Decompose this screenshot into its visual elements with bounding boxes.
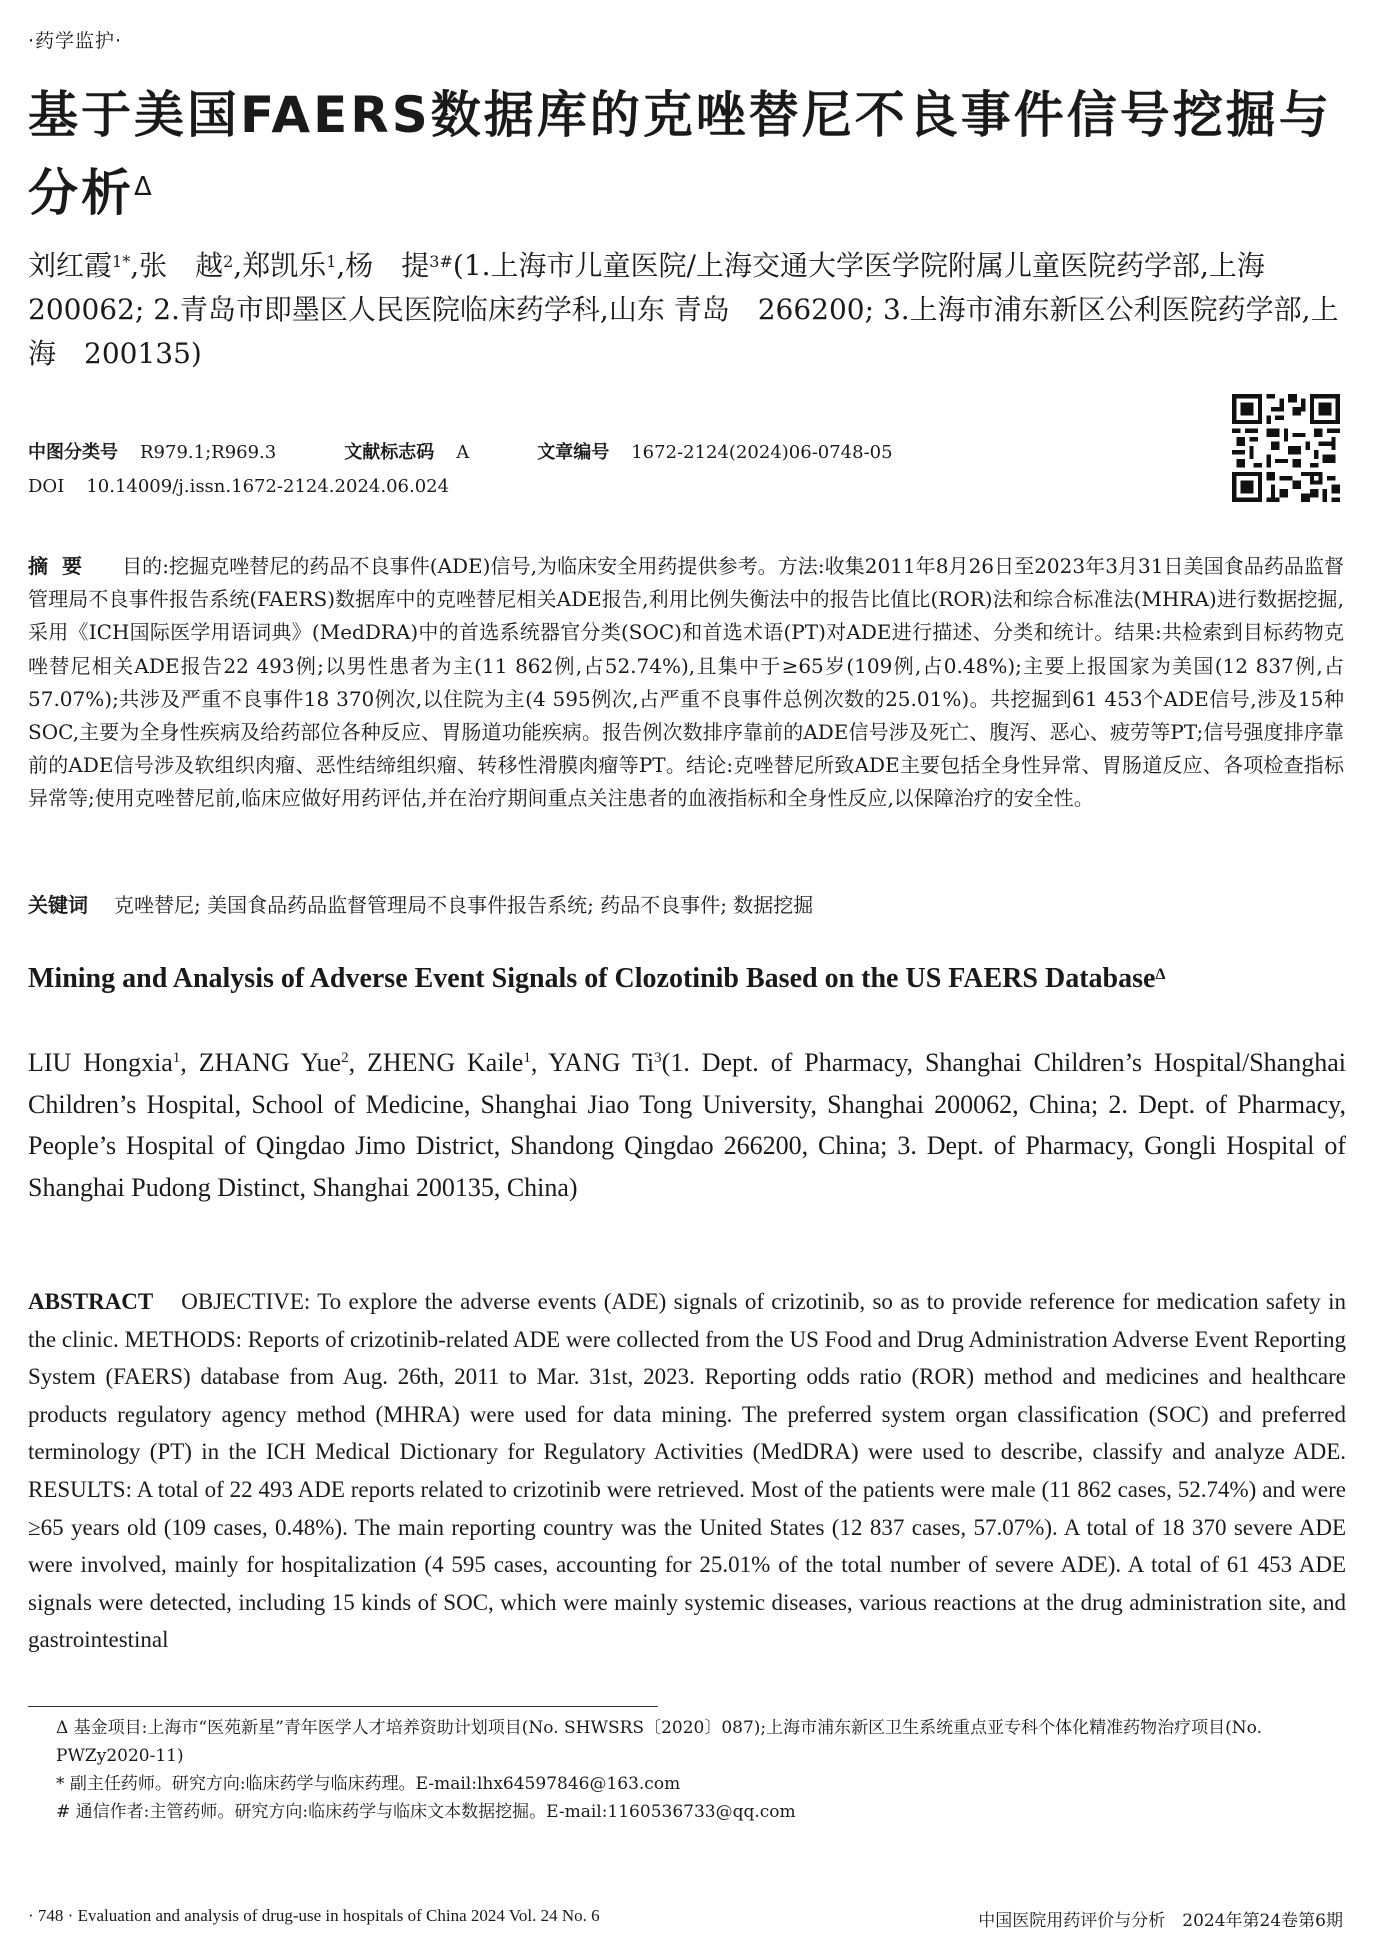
doi-label: DOI — [28, 476, 65, 497]
abstract-cn-label: 摘要 — [28, 554, 97, 578]
doi-line — [28, 476, 449, 497]
abstract-cn-text: 目的:挖掘克唑替尼的药品不良事件(ADE)信号,为临床安全用药提供参考。方法:收集2011年8月26日至2023年3月31日美国食品药品监督管理局不良事件报告系统(FAERS)数据库中的克唑替尼相关ADE报告,利用比例失衡法中的报告比值比(ROR)法和综合标准法(MHRA)进行数据挖掘,采用《ICH国际医学用语词典》(MedDRA)中的首选系统器官分类(SOC)和首选术语(PT)对ADE进行描述、分类和统计。结果:共检索到目标药物克唑替尼相关ADE报告22 493例;以男性患者为主(11 862例,占52.74%),且集中于≥65岁(109例,占0.48%);主要上报国家为美国(12 837例,占57.07%);共涉及严重不良事件18 370例次,以住院为主(4 595例次,占严重不良事件总例次数的25.01%)。共挖掘到61 453个ADE信号,涉及15种SOC,主要为全身性疾病及给药部位各种反应、胃肠道功能疾病。报告例次数排序靠前的ADE信号涉及死亡、腹泻、恶心、疲劳等PT;信号强度排序靠前的ADE信号涉及软组织肉瘤、恶性结缔组织瘤、转移性滑膜肉瘤等PT。结论:克唑替尼所致ADE主要包括全身性异常、胃肠道反应、各项检查指标异常等;使用克唑替尼前,临床应做好用药评估,并在治疗期间重点关注患者的血液指标和全身性反应,以保障治疗的安全性。 — [28, 554, 1345, 811]
classification-line — [28, 438, 961, 464]
article-title-en — [28, 958, 1346, 1000]
footnote-fund: Δ 基金项目:上海市“医苑新星”青年医学人才培养资助计划项目(No. SHWSRS〔2020〕087);上海市浦东新区卫生系统重点亚专科个体化精准药物治疗项目(No. PWZy2020-11) — [56, 1718, 1262, 1766]
title-en-text: Mining and Analysis of Adverse Event Signals of Clozotinib Based on the US FAERS Database — [28, 963, 1156, 994]
article-number-label: 文章编号 — [537, 442, 610, 463]
footnote-first-author: * 副主任药师。研究方向:临床药学与临床药理。E-mail:lhx64597846@163.com — [56, 1774, 681, 1794]
footnote-divider — [28, 1706, 658, 1707]
qr-code-icon[interactable] — [1232, 394, 1340, 502]
clc-label: 中图分类号 — [28, 442, 118, 463]
abstract-en-label: ABSTRACT — [28, 1289, 154, 1314]
title-cn-text: 基于美国FAERS数据库的克唑替尼不良事件信号挖掘与分析 — [28, 86, 1332, 222]
doc-code-label: 文献标志码 — [344, 442, 435, 463]
keywords-cn-label: 关键词 — [28, 893, 88, 917]
article-number-value: 1672-2124(2024)06-0748-05 — [631, 442, 893, 463]
keywords-cn — [28, 890, 1344, 920]
footnotes — [28, 1714, 1344, 1826]
abstract-en — [28, 1283, 1346, 1659]
authors-affiliations-en: LIU Hongxia$^1$, ZHANG Yue$^2$, ZHENG Kaile$^1$, YANG Ti$^3$(1. Dept. of Pharmacy, Shanghai Children’s Hospital/Shanghai Children’s Hospital, School of Medicine, Shanghai Jiao Tong University, Shanghai 200062, China; 2. Dept. of Pharmacy, People’s Hospital of Qingdao Jimo District, Shandong Qingdao 266200, China; 3. Dept. of Pharmacy, Gongli Hospital of Shanghai Pudong Distinct, Shanghai 200135, China) — [28, 1048, 1346, 1202]
title-en-fund-mark: Δ — [1155, 966, 1166, 983]
doi-value[interactable]: 10.14009/j.issn.1672-2124.2024.06.024 — [86, 476, 450, 497]
footer-journal-cn: 中国医院用药评价与分析 2024年第24卷第6期 — [978, 1911, 1343, 1931]
section-tag: ·药学监护· — [28, 30, 123, 52]
doc-code-value: A — [456, 442, 470, 463]
article-title-cn — [28, 76, 1348, 232]
abstract-cn — [28, 550, 1344, 816]
authors-affiliations-cn: 刘红霞$^{1*}$,张 越$^2$,郑凯乐$^1$,杨 提$^{3\#}$(1.上海市儿童医院/上海交通大学医学院附属儿童医院药学部,上海 200062; 2.青岛市即墨区人民医院临床药学科,山东 青岛 266200; 3.上海市浦东新区公利医院药学部,上海 200135) — [28, 249, 1339, 370]
footnote-corresponding-author: # 通信作者:主管药师。研究方向:临床药学与临床文本数据挖掘。E-mail:1160536733@qq.com — [56, 1802, 796, 1822]
footer-journal-en: · 748 · Evaluation and analysis of drug-use in hospitals of China 2024 Vol. 24 No. 6 — [28, 1906, 600, 1925]
keywords-cn-text: 克唑替尼; 美国食品药品监督管理局不良事件报告系统; 药品不良事件; 数据挖掘 — [114, 893, 814, 917]
abstract-en-text: OBJECTIVE: To explore the adverse events (ADE) signals of crizotinib, so as to provide reference for medication safety in the clinic. METHODS: Reports of crizotinib-related ADE were collected from the US Food and Drug Administration Adverse Event Reporting System (FAERS) database from Aug. 26th, 2011 to Mar. 31st, 2023. Reporting odds ratio (ROR) method and medicines and healthcare products regulatory agency method (MHRA) were used for data mining. The preferred system organ classification (SOC) and preferred terminology (PT) in the ICH Medical Dictionary for Regulatory Activities (MedDRA) were used to describe, classify and analyze ADE. RESULTS: A total of 22 493 ADE reports related to crizotinib were retrieved. Most of the patients were male (11 862 cases, 52.74%) and were ≥65 years old (109 cases, 0.48%). The main reporting country was the United States (12 837 cases, 57.07%). A total of 18 370 severe ADE were involved, mainly for hospitalization (4 595 cases, accounting for 25.01% of the total number of severe ADE). A total of 61 453 ADE signals were detected, including 15 kinds of SOC, which were mainly systemic diseases, various reactions at the drug administration site, and gastrointestinal — [28, 1289, 1346, 1653]
title-cn-fund-mark: Δ — [134, 172, 155, 202]
clc-value: R979.1;R969.3 — [140, 442, 277, 463]
